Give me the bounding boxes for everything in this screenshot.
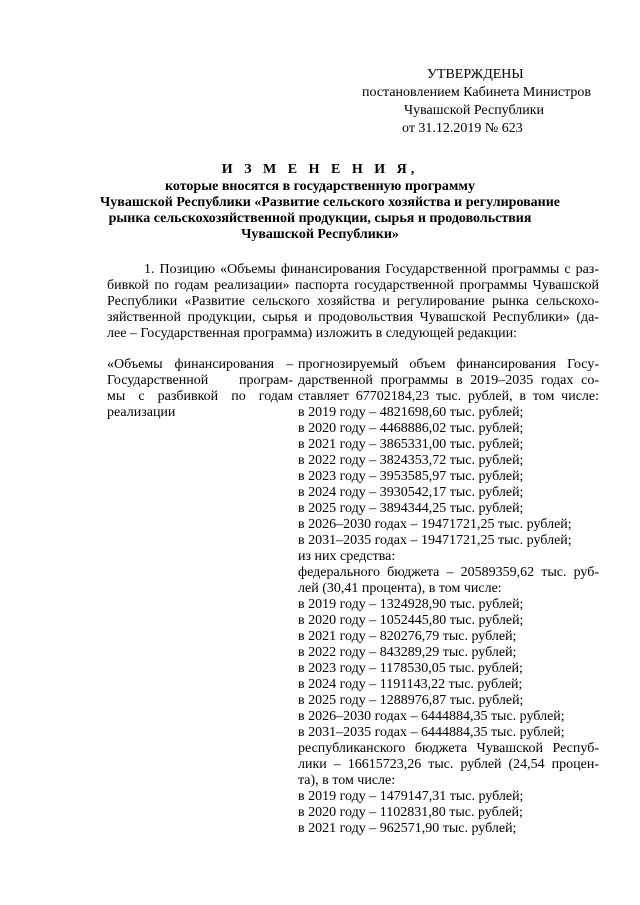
document-heading [100, 162, 561, 243]
financing-line: в 2020 году – 4468886,02 тыс. рублей; [298, 421, 524, 436]
intro-paragraph [107, 262, 599, 342]
financing-line: в 2023 году – 1178530,05 тыс. рублей; [298, 661, 523, 676]
financing-line: в 2020 году – 1052445,80 тыс. рублей; [298, 613, 524, 628]
label-line: Государственной програм- [107, 373, 293, 388]
financing-line: республиканского бюджета Чувашской Респуб- [298, 741, 599, 756]
financing-line: в 2022 году – 843289,29 тыс. рублей; [298, 645, 517, 660]
label-line: реализации [107, 405, 176, 420]
paragraph-line: 1. Позицию «Объемы финансирования Государственной программы с раз- [144, 262, 599, 277]
heading-title: И З М Е Н Е Н И Я, [221, 162, 419, 177]
financing-line: федерального бюджета – 20589359,62 тыс. руб- [298, 565, 599, 580]
label-line: «Объемы финансирования – [107, 357, 293, 372]
financing-line: в 2019 году – 1479147,31 тыс. рублей; [298, 789, 524, 804]
financing-line: из них средства: [298, 549, 396, 564]
financing-line: в 2025 году – 1288976,87 тыс. рублей; [298, 693, 524, 708]
financing-line: в 2031–2035 годах – 19471721,25 тыс. рублей; [298, 533, 572, 548]
label-line: мы с разбивкой по годам [107, 389, 293, 404]
financing-line: в 2026–2030 годах – 19471721,25 тыс. рублей; [298, 517, 572, 532]
financing-line: в 2031–2035 годах – 6444884,35 тыс. рублей; [298, 725, 565, 740]
financing-line: в 2021 году – 3865331,00 тыс. рублей; [298, 437, 524, 452]
approval-issuer: постановлением Кабинета Министров [362, 85, 591, 100]
financing-line: ставляет 67702184,23 тыс. рублей, в том числе: [298, 389, 599, 404]
financing-line: в 2024 году – 3930542,17 тыс. рублей; [298, 485, 524, 500]
paragraph-line: бивкой по годам реализации» паспорта государственной программы Чувашской [107, 278, 599, 293]
paragraph-line: Республики «Развитие сельского хозяйства и регулирование рынка сельскохо- [107, 294, 599, 309]
financing-line: дарственной программы в 2019–2035 годах со- [298, 373, 599, 388]
paragraph-line: лее – Государственная программа) изложить в следующей редакции: [107, 326, 518, 341]
heading-line: Чувашской Республики» [241, 227, 399, 242]
financing-line: в 2019 году – 1324928,90 тыс. рублей; [298, 597, 524, 612]
financing-line: в 2019 году – 4821698,60 тыс. рублей; [298, 405, 524, 420]
heading-line: Чувашской Республики «Развитие сельского хозяйства и регулирование [100, 195, 561, 210]
financing-line: в 2020 году – 1102831,80 тыс. рублей; [298, 805, 523, 820]
heading-line: которые вносятся в государственную программу [165, 179, 475, 194]
financing-line: та), в том числе: [298, 773, 396, 788]
financing-line: в 2023 году – 3953585,97 тыс. рублей; [298, 469, 524, 484]
financing-details [298, 357, 599, 837]
approval-stamp [362, 66, 602, 138]
paragraph-line: зяйственной продукции, сырья и продовольствия Чувашской Республики» (да- [107, 310, 599, 325]
financing-line: в 2025 году – 3894344,25 тыс. рублей; [298, 501, 524, 516]
financing-line: в 2021 году – 962571,90 тыс. рублей; [298, 821, 517, 836]
financing-line: в 2022 году – 3824353,72 тыс. рублей; [298, 453, 524, 468]
financing-line: лики – 16615723,26 тыс. рублей (24,54 процен- [298, 757, 599, 772]
financing-line: лей (30,41 процента), в том числе: [298, 581, 502, 596]
approval-title: УТВЕРЖДЕНЫ [427, 67, 524, 82]
approval-date-number: от 31.12.2019 № 623 [402, 121, 523, 136]
position-label [107, 357, 293, 421]
financing-line: прогнозируемый объем финансирования Госу- [298, 357, 599, 372]
approval-region: Чувашской Республики [404, 103, 545, 118]
financing-line: в 2026–2030 годах – 6444884,35 тыс. рублей; [298, 709, 565, 724]
financing-line: в 2024 году – 1191143,22 тыс. рублей; [298, 677, 523, 692]
heading-line: рынка сельскохозяйственной продукции, сырья и продовольствия [108, 211, 532, 226]
financing-line: в 2021 году – 820276,79 тыс. рублей; [298, 629, 517, 644]
